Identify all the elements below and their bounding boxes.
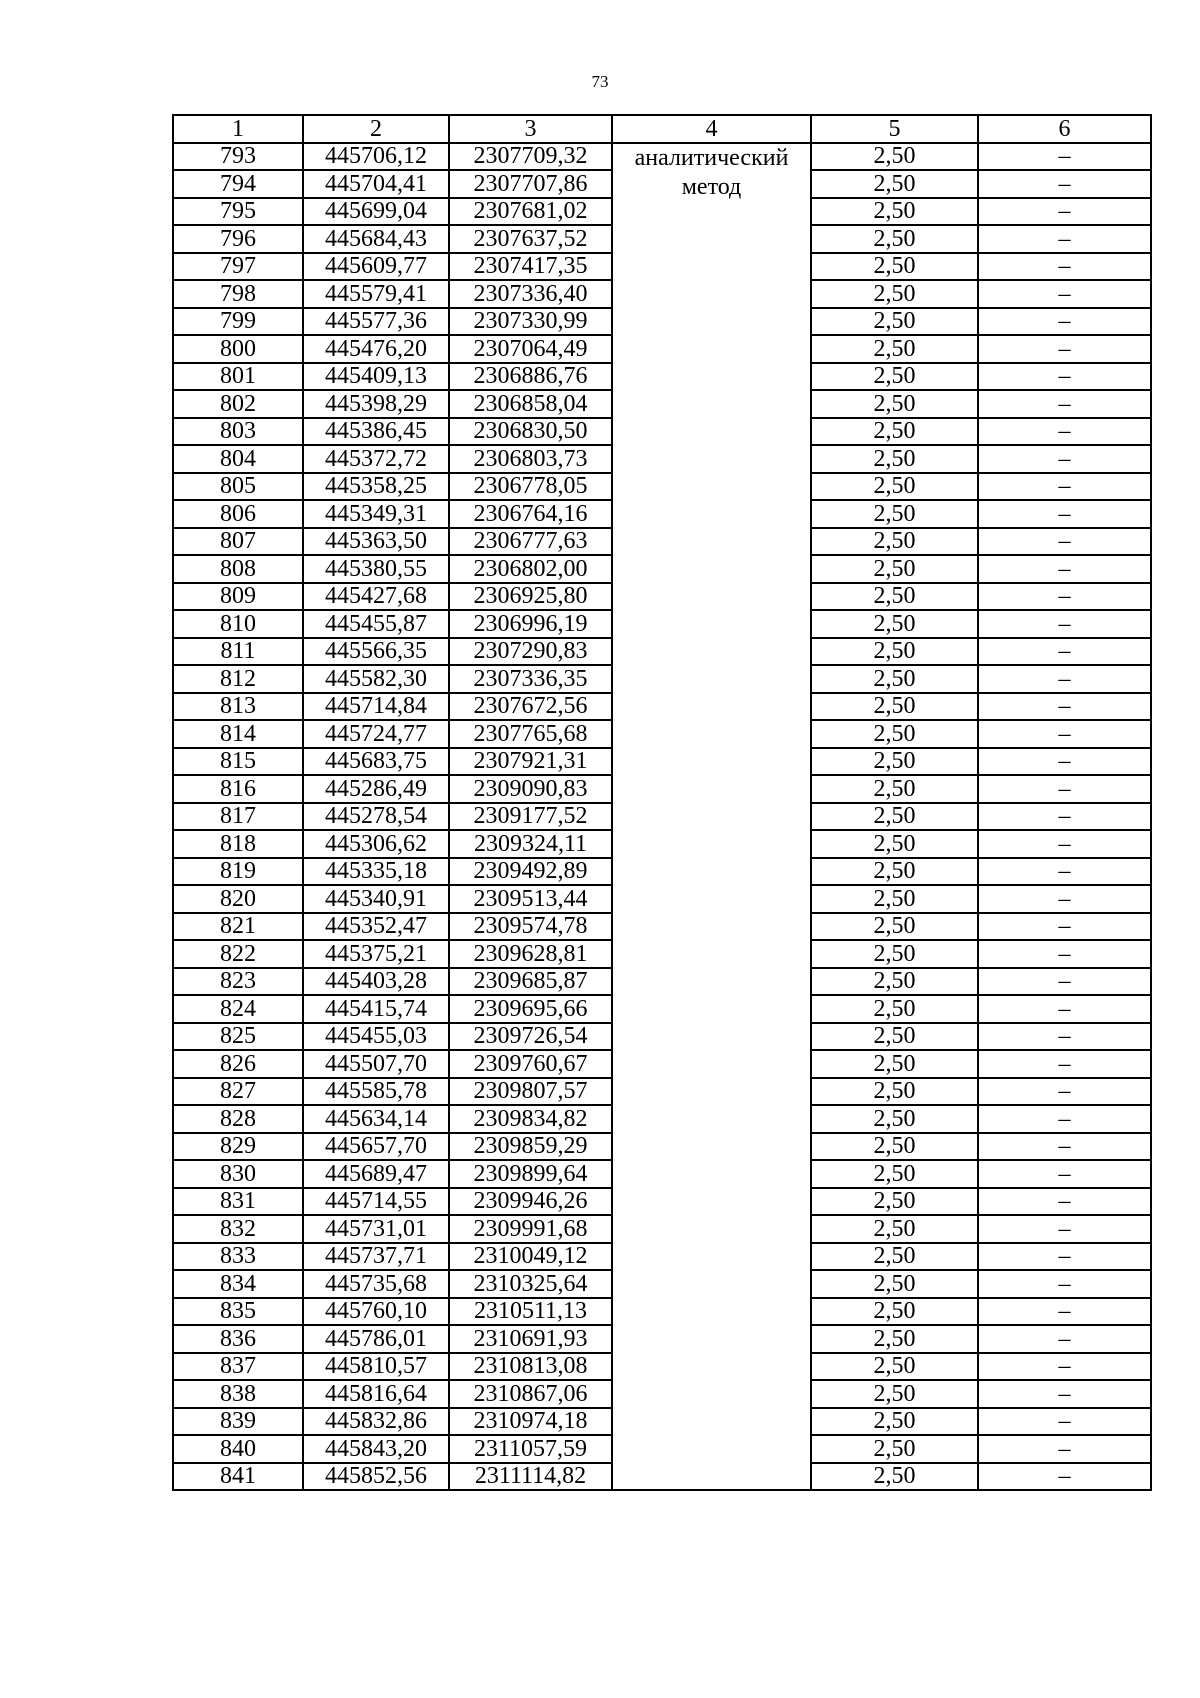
note-cell: –	[978, 473, 1151, 501]
accuracy-cell: 2,50	[811, 1050, 978, 1078]
note-cell: –	[978, 1050, 1151, 1078]
accuracy-cell: 2,50	[811, 1435, 978, 1463]
y-coordinate-cell: 2307921,31	[449, 748, 612, 776]
y-coordinate-cell: 2306858,04	[449, 390, 612, 418]
y-coordinate-cell: 2310691,93	[449, 1325, 612, 1353]
note-cell: –	[978, 445, 1151, 473]
note-cell: –	[978, 830, 1151, 858]
y-coordinate-cell: 2307417,35	[449, 253, 612, 281]
accuracy-cell: 2,50	[811, 1215, 978, 1243]
note-cell: –	[978, 995, 1151, 1023]
x-coordinate-cell: 445714,55	[303, 1188, 449, 1216]
y-coordinate-cell: 2307681,02	[449, 198, 612, 226]
accuracy-cell: 2,50	[811, 308, 978, 336]
y-coordinate-cell: 2309899,64	[449, 1160, 612, 1188]
point-number-cell: 828	[173, 1105, 303, 1133]
accuracy-cell: 2,50	[811, 1160, 978, 1188]
x-coordinate-cell: 445349,31	[303, 500, 449, 528]
y-coordinate-cell: 2306802,00	[449, 555, 612, 583]
accuracy-cell: 2,50	[811, 555, 978, 583]
point-number-cell: 835	[173, 1298, 303, 1326]
accuracy-cell: 2,50	[811, 1353, 978, 1381]
x-coordinate-cell: 445810,57	[303, 1353, 449, 1381]
x-coordinate-cell: 445724,77	[303, 720, 449, 748]
note-cell: –	[978, 1243, 1151, 1271]
accuracy-cell: 2,50	[811, 225, 978, 253]
y-coordinate-cell: 2309177,52	[449, 803, 612, 831]
x-coordinate-cell: 445386,45	[303, 418, 449, 446]
point-number-cell: 814	[173, 720, 303, 748]
y-coordinate-cell: 2311114,82	[449, 1463, 612, 1491]
x-coordinate-cell: 445657,70	[303, 1133, 449, 1161]
note-cell: –	[978, 858, 1151, 886]
point-number-cell: 824	[173, 995, 303, 1023]
coordinates-table	[172, 114, 1152, 1491]
point-number-cell: 817	[173, 803, 303, 831]
x-coordinate-cell: 445760,10	[303, 1298, 449, 1326]
x-coordinate-cell: 445843,20	[303, 1435, 449, 1463]
x-coordinate-cell: 445816,64	[303, 1380, 449, 1408]
point-number-cell: 832	[173, 1215, 303, 1243]
x-coordinate-cell: 445306,62	[303, 830, 449, 858]
x-coordinate-cell: 445398,29	[303, 390, 449, 418]
x-coordinate-cell: 445403,28	[303, 968, 449, 996]
accuracy-cell: 2,50	[811, 280, 978, 308]
point-number-cell: 805	[173, 473, 303, 501]
y-coordinate-cell: 2309574,78	[449, 913, 612, 941]
point-number-cell: 793	[173, 143, 303, 171]
x-coordinate-cell: 445852,56	[303, 1463, 449, 1491]
accuracy-cell: 2,50	[811, 473, 978, 501]
point-number-cell: 804	[173, 445, 303, 473]
x-coordinate-cell: 445582,30	[303, 665, 449, 693]
y-coordinate-cell: 2306996,19	[449, 610, 612, 638]
y-coordinate-cell: 2309834,82	[449, 1105, 612, 1133]
x-coordinate-cell: 445375,21	[303, 940, 449, 968]
y-coordinate-cell: 2309726,54	[449, 1023, 612, 1051]
accuracy-cell: 2,50	[811, 170, 978, 198]
accuracy-cell: 2,50	[811, 885, 978, 913]
y-coordinate-cell: 2310049,12	[449, 1243, 612, 1271]
accuracy-cell: 2,50	[811, 253, 978, 281]
note-cell: –	[978, 610, 1151, 638]
point-number-cell: 818	[173, 830, 303, 858]
note-cell: –	[978, 225, 1151, 253]
y-coordinate-cell: 2306830,50	[449, 418, 612, 446]
note-cell: –	[978, 555, 1151, 583]
y-coordinate-cell: 2307336,35	[449, 665, 612, 693]
note-cell: –	[978, 363, 1151, 391]
y-coordinate-cell: 2309946,26	[449, 1188, 612, 1216]
note-cell: –	[978, 198, 1151, 226]
x-coordinate-cell: 445689,47	[303, 1160, 449, 1188]
y-coordinate-cell: 2309991,68	[449, 1215, 612, 1243]
accuracy-cell: 2,50	[811, 500, 978, 528]
point-number-cell: 830	[173, 1160, 303, 1188]
x-coordinate-cell: 445706,12	[303, 143, 449, 171]
y-coordinate-cell: 2307330,99	[449, 308, 612, 336]
x-coordinate-cell: 445415,74	[303, 995, 449, 1023]
y-coordinate-cell: 2307336,40	[449, 280, 612, 308]
note-cell: –	[978, 638, 1151, 666]
y-coordinate-cell: 2309760,67	[449, 1050, 612, 1078]
point-number-cell: 801	[173, 363, 303, 391]
y-coordinate-cell: 2310867,06	[449, 1380, 612, 1408]
note-cell: –	[978, 253, 1151, 281]
x-coordinate-cell: 445609,77	[303, 253, 449, 281]
y-coordinate-cell: 2309685,87	[449, 968, 612, 996]
point-number-cell: 810	[173, 610, 303, 638]
note-cell: –	[978, 1435, 1151, 1463]
accuracy-cell: 2,50	[811, 1270, 978, 1298]
point-number-cell: 838	[173, 1380, 303, 1408]
point-number-cell: 840	[173, 1435, 303, 1463]
accuracy-cell: 2,50	[811, 1408, 978, 1436]
note-cell: –	[978, 583, 1151, 611]
note-cell: –	[978, 720, 1151, 748]
note-cell: –	[978, 1133, 1151, 1161]
x-coordinate-cell: 445683,75	[303, 748, 449, 776]
accuracy-cell: 2,50	[811, 583, 978, 611]
y-coordinate-cell: 2307637,52	[449, 225, 612, 253]
x-coordinate-cell: 445737,71	[303, 1243, 449, 1271]
note-cell: –	[978, 885, 1151, 913]
column-header: 2	[303, 115, 449, 143]
y-coordinate-cell: 2309628,81	[449, 940, 612, 968]
accuracy-cell: 2,50	[811, 693, 978, 721]
x-coordinate-cell: 445476,20	[303, 335, 449, 363]
note-cell: –	[978, 1160, 1151, 1188]
x-coordinate-cell: 445579,41	[303, 280, 449, 308]
accuracy-cell: 2,50	[811, 363, 978, 391]
note-cell: –	[978, 1463, 1151, 1491]
note-cell: –	[978, 1215, 1151, 1243]
note-cell: –	[978, 500, 1151, 528]
y-coordinate-cell: 2309090,83	[449, 775, 612, 803]
x-coordinate-cell: 445380,55	[303, 555, 449, 583]
note-cell: –	[978, 1023, 1151, 1051]
x-coordinate-cell: 445363,50	[303, 528, 449, 556]
point-number-cell: 799	[173, 308, 303, 336]
x-coordinate-cell: 445358,25	[303, 473, 449, 501]
note-cell: –	[978, 1408, 1151, 1436]
y-coordinate-cell: 2310974,18	[449, 1408, 612, 1436]
accuracy-cell: 2,50	[811, 665, 978, 693]
note-cell: –	[978, 940, 1151, 968]
point-number-cell: 811	[173, 638, 303, 666]
note-cell: –	[978, 1270, 1151, 1298]
accuracy-cell: 2,50	[811, 198, 978, 226]
point-number-cell: 821	[173, 913, 303, 941]
note-cell: –	[978, 1353, 1151, 1381]
point-number-cell: 825	[173, 1023, 303, 1051]
page-number: 73	[591, 72, 609, 91]
note-cell: –	[978, 418, 1151, 446]
header-row	[173, 115, 1151, 143]
y-coordinate-cell: 2309492,89	[449, 858, 612, 886]
accuracy-cell: 2,50	[811, 1463, 978, 1491]
note-cell: –	[978, 308, 1151, 336]
point-number-cell: 800	[173, 335, 303, 363]
note-cell: –	[978, 390, 1151, 418]
accuracy-cell: 2,50	[811, 1078, 978, 1106]
point-number-cell: 803	[173, 418, 303, 446]
x-coordinate-cell: 445699,04	[303, 198, 449, 226]
method-text: метод	[681, 173, 742, 200]
point-number-cell: 822	[173, 940, 303, 968]
accuracy-cell: 2,50	[811, 1133, 978, 1161]
point-number-cell: 813	[173, 693, 303, 721]
y-coordinate-cell: 2306925,80	[449, 583, 612, 611]
x-coordinate-cell: 445566,35	[303, 638, 449, 666]
point-number-cell: 815	[173, 748, 303, 776]
x-coordinate-cell: 445577,36	[303, 308, 449, 336]
accuracy-cell: 2,50	[811, 610, 978, 638]
accuracy-cell: 2,50	[811, 748, 978, 776]
point-number-cell: 794	[173, 170, 303, 198]
point-number-cell: 831	[173, 1188, 303, 1216]
point-number-cell: 839	[173, 1408, 303, 1436]
y-coordinate-cell: 2306886,76	[449, 363, 612, 391]
y-coordinate-cell: 2307709,32	[449, 143, 612, 171]
point-number-cell: 807	[173, 528, 303, 556]
point-number-cell: 812	[173, 665, 303, 693]
x-coordinate-cell: 445286,49	[303, 775, 449, 803]
column-header: 5	[811, 115, 978, 143]
note-cell: –	[978, 528, 1151, 556]
point-number-cell: 808	[173, 555, 303, 583]
y-coordinate-cell: 2309859,29	[449, 1133, 612, 1161]
x-coordinate-cell: 445427,68	[303, 583, 449, 611]
column-header: 1	[173, 115, 303, 143]
accuracy-cell: 2,50	[811, 528, 978, 556]
note-cell: –	[978, 280, 1151, 308]
note-cell: –	[978, 913, 1151, 941]
point-number-cell: 823	[173, 968, 303, 996]
y-coordinate-cell: 2307707,86	[449, 170, 612, 198]
point-number-cell: 841	[173, 1463, 303, 1491]
x-coordinate-cell: 445735,68	[303, 1270, 449, 1298]
method-cell	[612, 143, 811, 1491]
y-coordinate-cell: 2307672,56	[449, 693, 612, 721]
point-number-cell: 809	[173, 583, 303, 611]
x-coordinate-cell: 445372,72	[303, 445, 449, 473]
y-coordinate-cell: 2309807,57	[449, 1078, 612, 1106]
y-coordinate-cell: 2306803,73	[449, 445, 612, 473]
note-cell: –	[978, 775, 1151, 803]
note-cell: –	[978, 1188, 1151, 1216]
x-coordinate-cell: 445634,14	[303, 1105, 449, 1133]
y-coordinate-cell: 2310511,13	[449, 1298, 612, 1326]
accuracy-cell: 2,50	[811, 638, 978, 666]
y-coordinate-cell: 2306778,05	[449, 473, 612, 501]
x-coordinate-cell: 445455,03	[303, 1023, 449, 1051]
table-row	[173, 143, 1151, 171]
accuracy-cell: 2,50	[811, 335, 978, 363]
point-number-cell: 820	[173, 885, 303, 913]
x-coordinate-cell: 445832,86	[303, 1408, 449, 1436]
note-cell: –	[978, 335, 1151, 363]
accuracy-cell: 2,50	[811, 1188, 978, 1216]
x-coordinate-cell: 445409,13	[303, 363, 449, 391]
table-body	[173, 115, 1151, 1490]
accuracy-cell: 2,50	[811, 1298, 978, 1326]
note-cell: –	[978, 1078, 1151, 1106]
point-number-cell: 795	[173, 198, 303, 226]
point-number-cell: 806	[173, 500, 303, 528]
point-number-cell: 834	[173, 1270, 303, 1298]
accuracy-cell: 2,50	[811, 1023, 978, 1051]
accuracy-cell: 2,50	[811, 1325, 978, 1353]
point-number-cell: 796	[173, 225, 303, 253]
point-number-cell: 797	[173, 253, 303, 281]
y-coordinate-cell: 2309324,11	[449, 830, 612, 858]
accuracy-cell: 2,50	[811, 1105, 978, 1133]
accuracy-cell: 2,50	[811, 775, 978, 803]
y-coordinate-cell: 2309513,44	[449, 885, 612, 913]
note-cell: –	[978, 748, 1151, 776]
y-coordinate-cell: 2307765,68	[449, 720, 612, 748]
point-number-cell: 829	[173, 1133, 303, 1161]
accuracy-cell: 2,50	[811, 1380, 978, 1408]
method-text: аналитический	[634, 144, 789, 171]
y-coordinate-cell: 2310813,08	[449, 1353, 612, 1381]
x-coordinate-cell: 445714,84	[303, 693, 449, 721]
x-coordinate-cell: 445352,47	[303, 913, 449, 941]
accuracy-cell: 2,50	[811, 968, 978, 996]
accuracy-cell: 2,50	[811, 418, 978, 446]
y-coordinate-cell: 2310325,64	[449, 1270, 612, 1298]
accuracy-cell: 2,50	[811, 445, 978, 473]
accuracy-cell: 2,50	[811, 913, 978, 941]
accuracy-cell: 2,50	[811, 995, 978, 1023]
point-number-cell: 819	[173, 858, 303, 886]
x-coordinate-cell: 445278,54	[303, 803, 449, 831]
note-cell: –	[978, 1105, 1151, 1133]
note-cell: –	[978, 968, 1151, 996]
point-number-cell: 802	[173, 390, 303, 418]
note-cell: –	[978, 803, 1151, 831]
y-coordinate-cell: 2306777,63	[449, 528, 612, 556]
x-coordinate-cell: 445731,01	[303, 1215, 449, 1243]
x-coordinate-cell: 445786,01	[303, 1325, 449, 1353]
y-coordinate-cell: 2311057,59	[449, 1435, 612, 1463]
accuracy-cell: 2,50	[811, 143, 978, 171]
x-coordinate-cell: 445704,41	[303, 170, 449, 198]
x-coordinate-cell: 445507,70	[303, 1050, 449, 1078]
y-coordinate-cell: 2307064,49	[449, 335, 612, 363]
x-coordinate-cell: 445340,91	[303, 885, 449, 913]
accuracy-cell: 2,50	[811, 830, 978, 858]
note-cell: –	[978, 1298, 1151, 1326]
accuracy-cell: 2,50	[811, 858, 978, 886]
point-number-cell: 827	[173, 1078, 303, 1106]
point-number-cell: 836	[173, 1325, 303, 1353]
x-coordinate-cell: 445585,78	[303, 1078, 449, 1106]
note-cell: –	[978, 693, 1151, 721]
column-header: 3	[449, 115, 612, 143]
point-number-cell: 798	[173, 280, 303, 308]
note-cell: –	[978, 170, 1151, 198]
x-coordinate-cell: 445335,18	[303, 858, 449, 886]
note-cell: –	[978, 1325, 1151, 1353]
accuracy-cell: 2,50	[811, 1243, 978, 1271]
y-coordinate-cell: 2306764,16	[449, 500, 612, 528]
accuracy-cell: 2,50	[811, 720, 978, 748]
note-cell: –	[978, 143, 1151, 171]
column-header: 6	[978, 115, 1151, 143]
accuracy-cell: 2,50	[811, 940, 978, 968]
point-number-cell: 826	[173, 1050, 303, 1078]
note-cell: –	[978, 665, 1151, 693]
point-number-cell: 816	[173, 775, 303, 803]
note-cell: –	[978, 1380, 1151, 1408]
y-coordinate-cell: 2307290,83	[449, 638, 612, 666]
column-header: 4	[612, 115, 811, 143]
x-coordinate-cell: 445455,87	[303, 610, 449, 638]
accuracy-cell: 2,50	[811, 803, 978, 831]
x-coordinate-cell: 445684,43	[303, 225, 449, 253]
point-number-cell: 833	[173, 1243, 303, 1271]
y-coordinate-cell: 2309695,66	[449, 995, 612, 1023]
accuracy-cell: 2,50	[811, 390, 978, 418]
point-number-cell: 837	[173, 1353, 303, 1381]
